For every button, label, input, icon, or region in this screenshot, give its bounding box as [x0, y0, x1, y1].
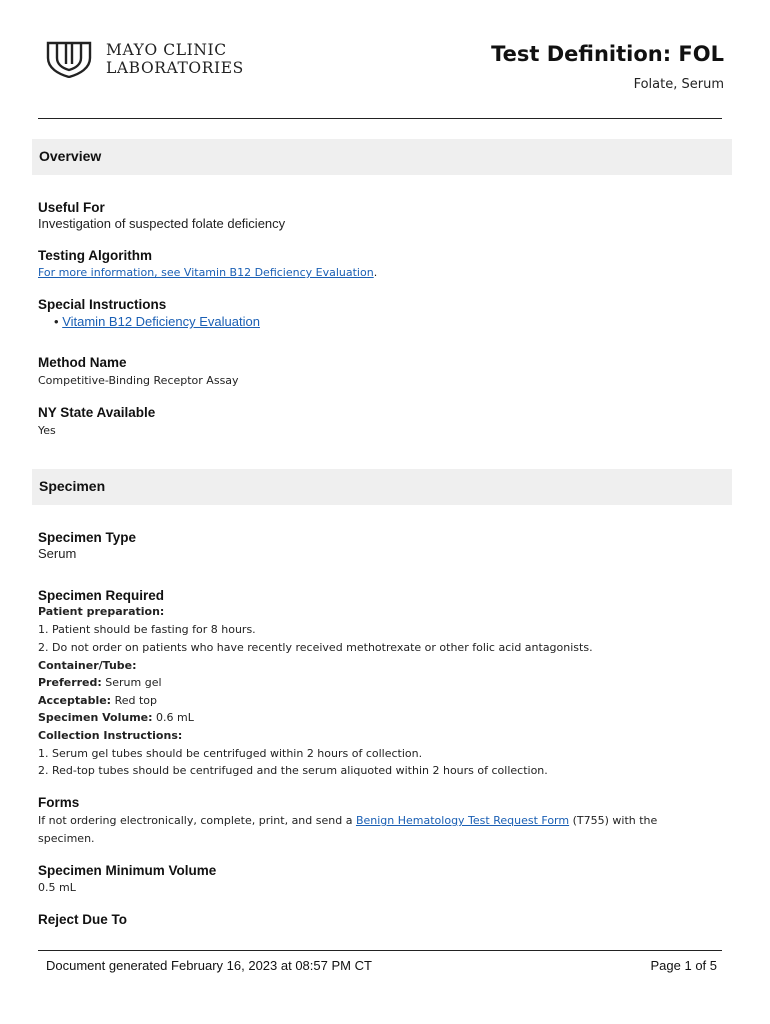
overview-section-header [32, 139, 732, 175]
forms-text-before: If not ordering electronically, complete, print, and send a [38, 814, 356, 827]
forms-label: Forms [38, 795, 80, 810]
logo-text-line2: LABORATORIES [106, 59, 244, 77]
testing-algorithm-label: Testing Algorithm [38, 248, 152, 263]
logo-text-line1: MAYO CLINIC [106, 41, 227, 59]
bullet-icon: • [54, 314, 59, 329]
useful-for-value: Investigation of suspected folate deficiency [38, 216, 286, 231]
collection-item-2: 2. Red-top tubes should be centrifuged and the serum aliquoted within 2 hours of collection. [38, 764, 548, 777]
special-instructions-label: Special Instructions [38, 297, 167, 312]
specimen-section-title: Specimen [39, 478, 106, 494]
header-divider [38, 118, 722, 119]
patient-prep-label: Patient preparation: [38, 605, 165, 618]
footer-page-number: Page 1 of 5 [650, 958, 717, 973]
collection-item-1: 1. Serum gel tubes should be centrifuged within 2 hours of collection. [38, 747, 423, 760]
vitamin-b12-evaluation-doc-link[interactable]: Vitamin B12 Deficiency Evaluation [62, 314, 260, 329]
minimum-volume-value: 0.5 mL [38, 881, 76, 894]
footer-generated-date: Document generated February 16, 2023 at 08:57 PM CT [46, 958, 372, 973]
collection-instructions-label: Collection Instructions: [38, 729, 183, 742]
forms-text-line2: specimen. [38, 832, 95, 845]
preferred-line [38, 676, 162, 689]
testing-algorithm-text [38, 266, 377, 279]
benign-hematology-form-link[interactable]: Benign Hematology Test Request Form [355, 814, 570, 827]
ny-state-value: Yes [38, 424, 56, 437]
acceptable-line [38, 694, 157, 707]
container-tube-label: Container/Tube: [38, 659, 137, 672]
specimen-volume-label: Specimen Volume: [38, 711, 153, 724]
method-name-label: Method Name [38, 355, 127, 370]
mayo-shield-icon [44, 40, 94, 78]
forms-text-after: (T755) with the [569, 814, 658, 827]
document-subtitle: Folate, Serum [633, 77, 724, 92]
useful-for-label: Useful For [38, 200, 105, 215]
specimen-type-label: Specimen Type [38, 530, 137, 545]
mayo-clinic-logo [44, 40, 274, 80]
footer-divider [38, 950, 722, 951]
specimen-volume-line [38, 711, 194, 724]
reject-due-to-label: Reject Due To [38, 912, 128, 927]
method-name-value: Competitive-Binding Receptor Assay [38, 374, 239, 387]
vitamin-b12-evaluation-link[interactable]: For more information, see Vitamin B12 Deficiency Evaluation [38, 266, 374, 279]
preferred-value: Serum gel [101, 676, 162, 689]
specimen-required-label: Specimen Required [38, 588, 165, 603]
acceptable-value: Red top [111, 694, 157, 707]
specimen-type-value: Serum [38, 546, 77, 561]
patient-prep-item-1: 1. Patient should be fasting for 8 hours. [38, 623, 256, 636]
overview-section-title: Overview [39, 148, 102, 164]
testing-algorithm-period: . [373, 266, 378, 279]
specimen-volume-value: 0.6 mL [152, 711, 194, 724]
forms-text [38, 814, 657, 827]
acceptable-label: Acceptable: [38, 694, 112, 707]
ny-state-label: NY State Available [38, 405, 156, 420]
minimum-volume-label: Specimen Minimum Volume [38, 863, 217, 878]
special-instructions-item [54, 314, 260, 329]
specimen-section-header [32, 469, 732, 505]
document-title: Test Definition: FOL [491, 42, 724, 66]
patient-prep-item-2: 2. Do not order on patients who have recently received methotrexate or other folic acid antagonists. [38, 641, 593, 654]
preferred-label: Preferred: [38, 676, 102, 689]
